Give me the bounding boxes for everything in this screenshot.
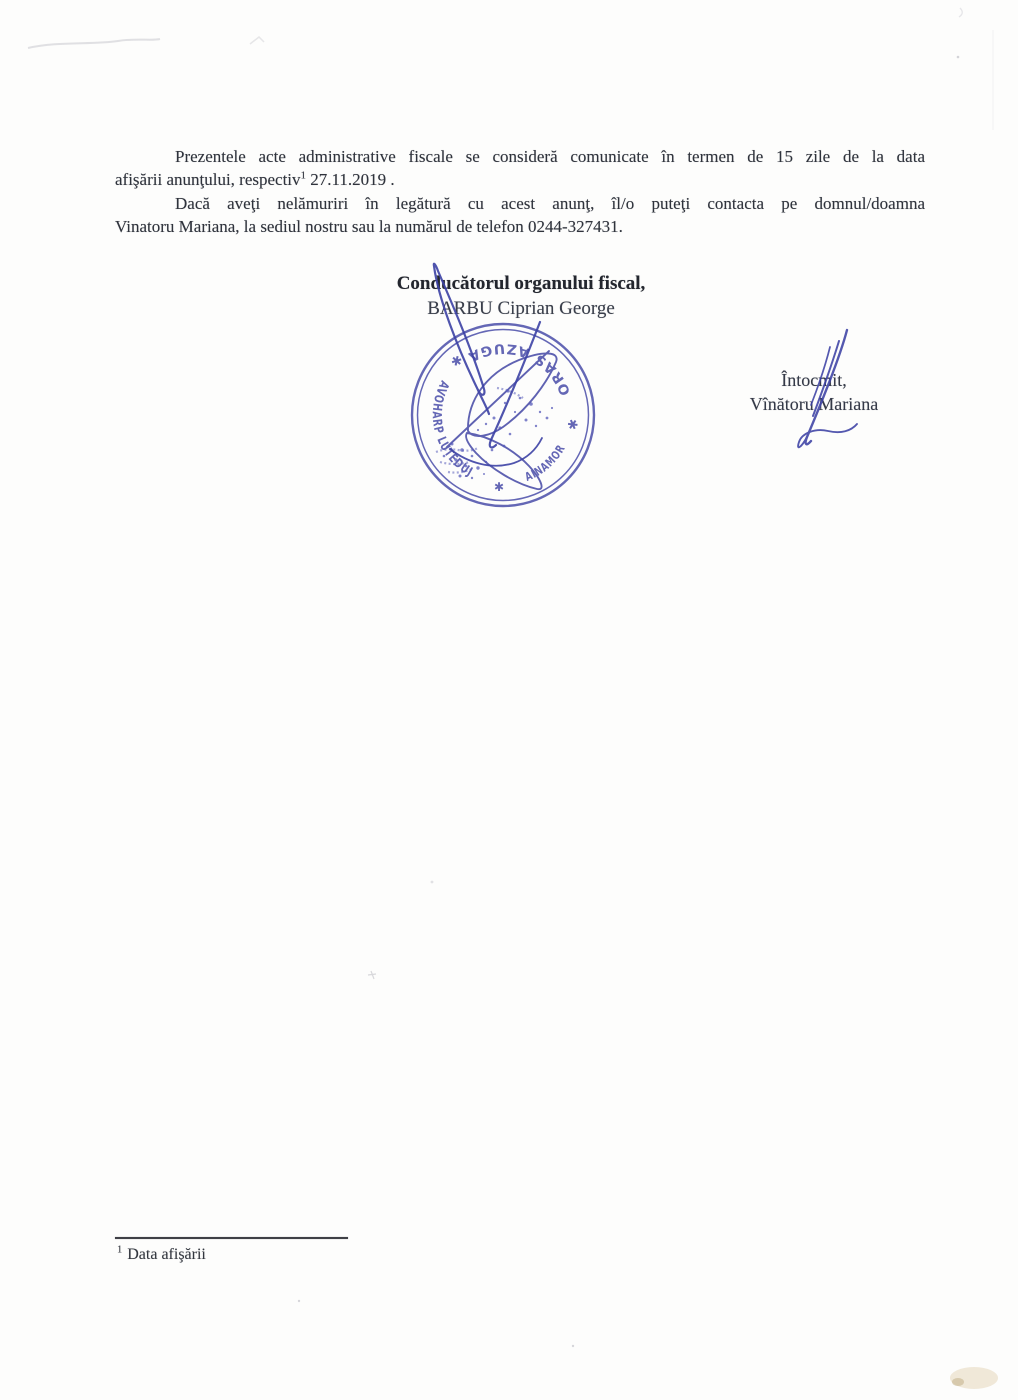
- stamp-star-icon: ✱: [563, 418, 580, 431]
- stamp-arc-left: AVOHARP LUTEDUJ: [429, 378, 478, 480]
- footnote-marker: 1: [117, 1244, 123, 1256]
- prepared-by-name: Vînătoru Mariana: [749, 393, 879, 414]
- signatory-name: BARBU Ciprian George: [427, 298, 615, 319]
- signatory-block: [115, 272, 927, 321]
- stamp-arc-right: AINAMOR: [522, 439, 570, 484]
- paragraph2-line1: Dacă aveţi nelămuriri în legătură cu acest anunţ, îl/o puteţi contacta pe domnul/doamna: [175, 193, 925, 213]
- stamp-emblem: [447, 351, 557, 489]
- footnote-text: Data afişării: [127, 1246, 206, 1263]
- prepared-by-block: [714, 369, 914, 416]
- stamp-ink-speckles: [443, 389, 553, 479]
- posting-date: 27.11.2019 .: [306, 170, 395, 190]
- stamp-arc-top: ORAS AZUGA: [463, 340, 575, 398]
- stamp-ink-smudges: [436, 388, 523, 473]
- paragraph1-line2-text: afişării anunţului, respectiv: [115, 170, 301, 190]
- body-paragraphs: [115, 145, 925, 239]
- paragraph1-line2: [115, 168, 925, 191]
- official-round-stamp: [412, 324, 594, 506]
- footnote-reference-mark: 1: [300, 169, 307, 182]
- paragraph2-line2: Vinatoru Mariana, la sediul nostru sau la numărul de telefon 0244-327431.: [115, 217, 623, 237]
- footnote-divider: [115, 1237, 348, 1239]
- stamp-star-icon: ✱: [448, 352, 467, 371]
- prepared-by-label: Întocmit,: [781, 370, 847, 390]
- footnote: [117, 1246, 206, 1264]
- signatory-title: Conducătorul organului fiscal,: [396, 273, 646, 294]
- paragraph1-line1: Prezentele acte administrative fiscale se consideră comunicate în termen de 15 zile de la data: [175, 147, 925, 166]
- stamp-star-icon: ✱: [494, 480, 505, 494]
